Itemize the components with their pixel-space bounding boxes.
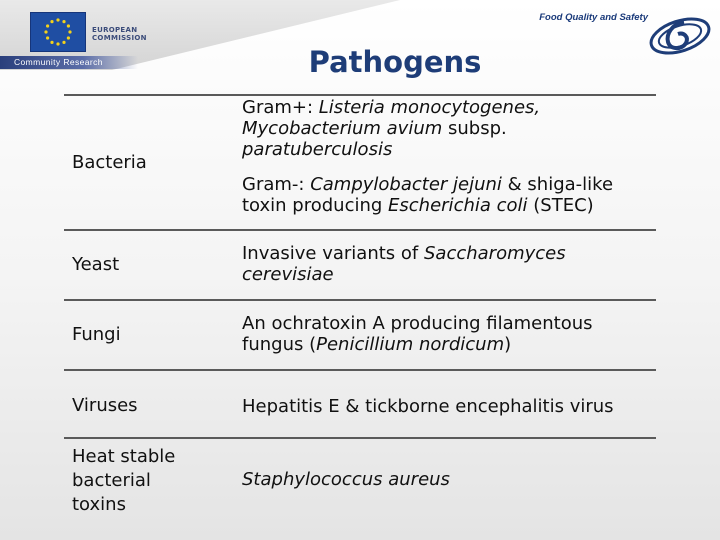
table-row-yeast <box>64 231 656 301</box>
species-name: Penicillium nordicum <box>316 334 505 355</box>
label-line: bacterial <box>72 470 151 491</box>
logo-line-2: COMMISSION <box>92 34 147 42</box>
text-segment: Invasive variants of <box>242 243 424 264</box>
text-segment: Gram-: <box>242 174 311 195</box>
commission-logo-text <box>92 26 147 42</box>
species-name: Listeria monocytogenes, <box>318 97 541 118</box>
species-name: cerevisiae <box>242 264 334 285</box>
species-name: Mycobacterium avium <box>242 118 443 139</box>
row-description <box>242 469 652 490</box>
table-row-toxins <box>64 439 656 517</box>
program-label: Food Quality and Safety <box>539 12 648 23</box>
text-segment: (STEC) <box>527 195 594 216</box>
text-segment: ) <box>504 334 512 355</box>
label-line: toxins <box>72 494 126 515</box>
table-row-fungi <box>64 301 656 371</box>
text-segment: toxin producing <box>242 195 389 216</box>
text-segment: Gram+: <box>242 97 319 118</box>
text-segment: subsp. <box>442 118 507 139</box>
page-title: Pathogens <box>308 45 482 79</box>
row-label: Bacteria <box>72 152 147 173</box>
row-description <box>242 243 652 285</box>
row-description <box>242 97 652 216</box>
table-row-viruses <box>64 371 656 439</box>
text-segment: fungus ( <box>242 334 317 355</box>
row-label: Viruses <box>72 395 138 416</box>
species-name: Staphylococcus aureus <box>242 469 450 490</box>
row-label: Yeast <box>72 254 120 275</box>
community-research-label: Community Research <box>14 57 103 67</box>
row-description <box>242 313 652 355</box>
logo-line-1: EUROPEAN <box>92 26 138 34</box>
species-name: Campylobacter jejuni <box>310 174 502 195</box>
species-name: Escherichia coli <box>388 195 528 216</box>
row-description <box>242 396 652 417</box>
table-row-bacteria <box>64 94 656 231</box>
label-line: Heat stable <box>72 446 176 467</box>
species-name: Saccharomyces <box>423 243 566 264</box>
pathogen-table <box>64 94 656 517</box>
row-label <box>72 445 175 517</box>
text-segment: An ochratoxin A producing filamentous <box>242 313 593 334</box>
species-name: paratuberculosis <box>242 139 393 160</box>
row-label: Fungi <box>72 324 121 345</box>
text-segment: Hepatitis E & tickborne encephalitis virus <box>242 396 614 417</box>
text-segment: & shiga-like <box>501 174 614 195</box>
